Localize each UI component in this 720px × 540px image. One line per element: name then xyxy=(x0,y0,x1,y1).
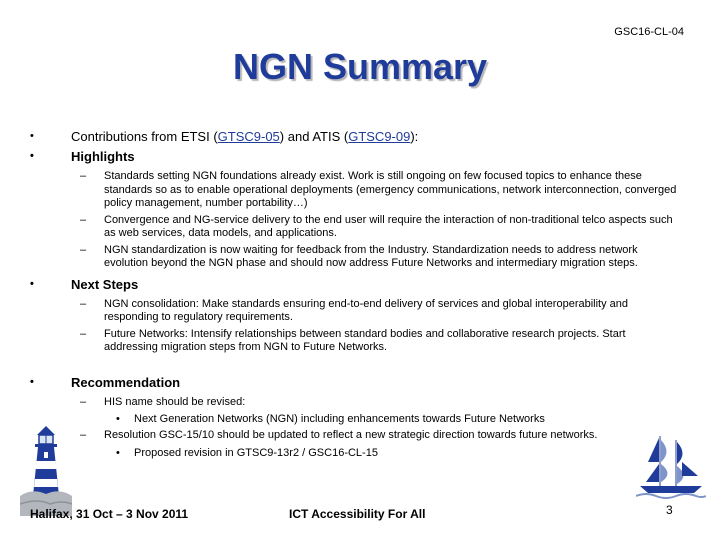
dash-icon: – xyxy=(80,243,87,256)
bullet-icon: • xyxy=(30,277,34,290)
recommendation-subitem: • Next Generation Networks (NGN) including enhancements towards Future Networks xyxy=(116,413,545,425)
footer-tagline: ICT Accessibility For All xyxy=(289,507,426,521)
next-steps-heading: • Next Steps xyxy=(30,276,139,292)
recommendation-heading: • Recommendation xyxy=(30,374,181,390)
highlight-item: – Standards setting NGN foundations already exist. Work is still ongoing on few focused topics to enhance these standards so as to enable operational deployments (emergency communications, network interconnection, converged policy management, number portability…) xyxy=(80,170,677,209)
page-number: 3 xyxy=(666,503,673,517)
document-id: GSC16-CL-04 xyxy=(614,26,684,38)
dash-icon: – xyxy=(80,213,87,226)
recommendation-item: – HIS name should be revised: xyxy=(80,395,246,408)
dash-icon: – xyxy=(80,170,87,182)
recommendation-subitem: • Proposed revision in GTSC9-13r2 / GSC16-CL-15 xyxy=(116,446,378,459)
sailing-ship-logo-icon xyxy=(636,432,706,502)
atis-contribution-link[interactable]: GTSC9-09 xyxy=(348,129,411,144)
contributions-item: • Contributions from ETSI (GTSC9-05) and ATIS (GTSC9-09): xyxy=(30,129,419,144)
dash-icon: – xyxy=(80,297,87,310)
slide-content xyxy=(0,127,720,460)
dash-icon: – xyxy=(80,429,87,441)
bullet-icon: • xyxy=(30,150,34,162)
etsi-contribution-link[interactable]: GTSC9-05 xyxy=(217,129,280,144)
dash-icon: – xyxy=(80,327,87,340)
highlights-heading: • Highlights xyxy=(30,149,135,164)
recommendation-item: – Resolution GSC-15/10 should be updated to reflect a new strategic direction towards future networks. xyxy=(80,429,598,441)
next-step-item: – Future Networks: Intensify relationships between standard bodies and collaborative research projects. Start addressing migration steps from NGN to Future Networks. xyxy=(80,327,626,353)
bullet-icon: • xyxy=(30,375,34,388)
bullet-icon: • xyxy=(116,446,120,459)
footer-location-dates: Halifax, 31 Oct – 3 Nov 2011 xyxy=(30,507,189,521)
highlight-item: – Convergence and NG-service delivery to the end user will require the interaction of non-traditional telco aspects such as web services, data models, and applications. xyxy=(80,213,673,239)
lighthouse-logo-icon xyxy=(20,424,72,516)
slide-title: NGN Summary xyxy=(232,46,488,87)
bullet-icon: • xyxy=(30,130,34,142)
next-step-item: – NGN consolidation: Make standards ensuring end-to-end delivery of services and global interoperability and responding to regulatory requirements. xyxy=(80,297,629,323)
highlight-item: – NGN standardization is now waiting for feedback from the Industry. Standardization needs to address network evolution beyond the NGN phase and should now address Future Networks and intermediary migration steps. xyxy=(80,243,638,269)
dash-icon: – xyxy=(80,395,87,408)
bullet-icon: • xyxy=(116,413,120,425)
